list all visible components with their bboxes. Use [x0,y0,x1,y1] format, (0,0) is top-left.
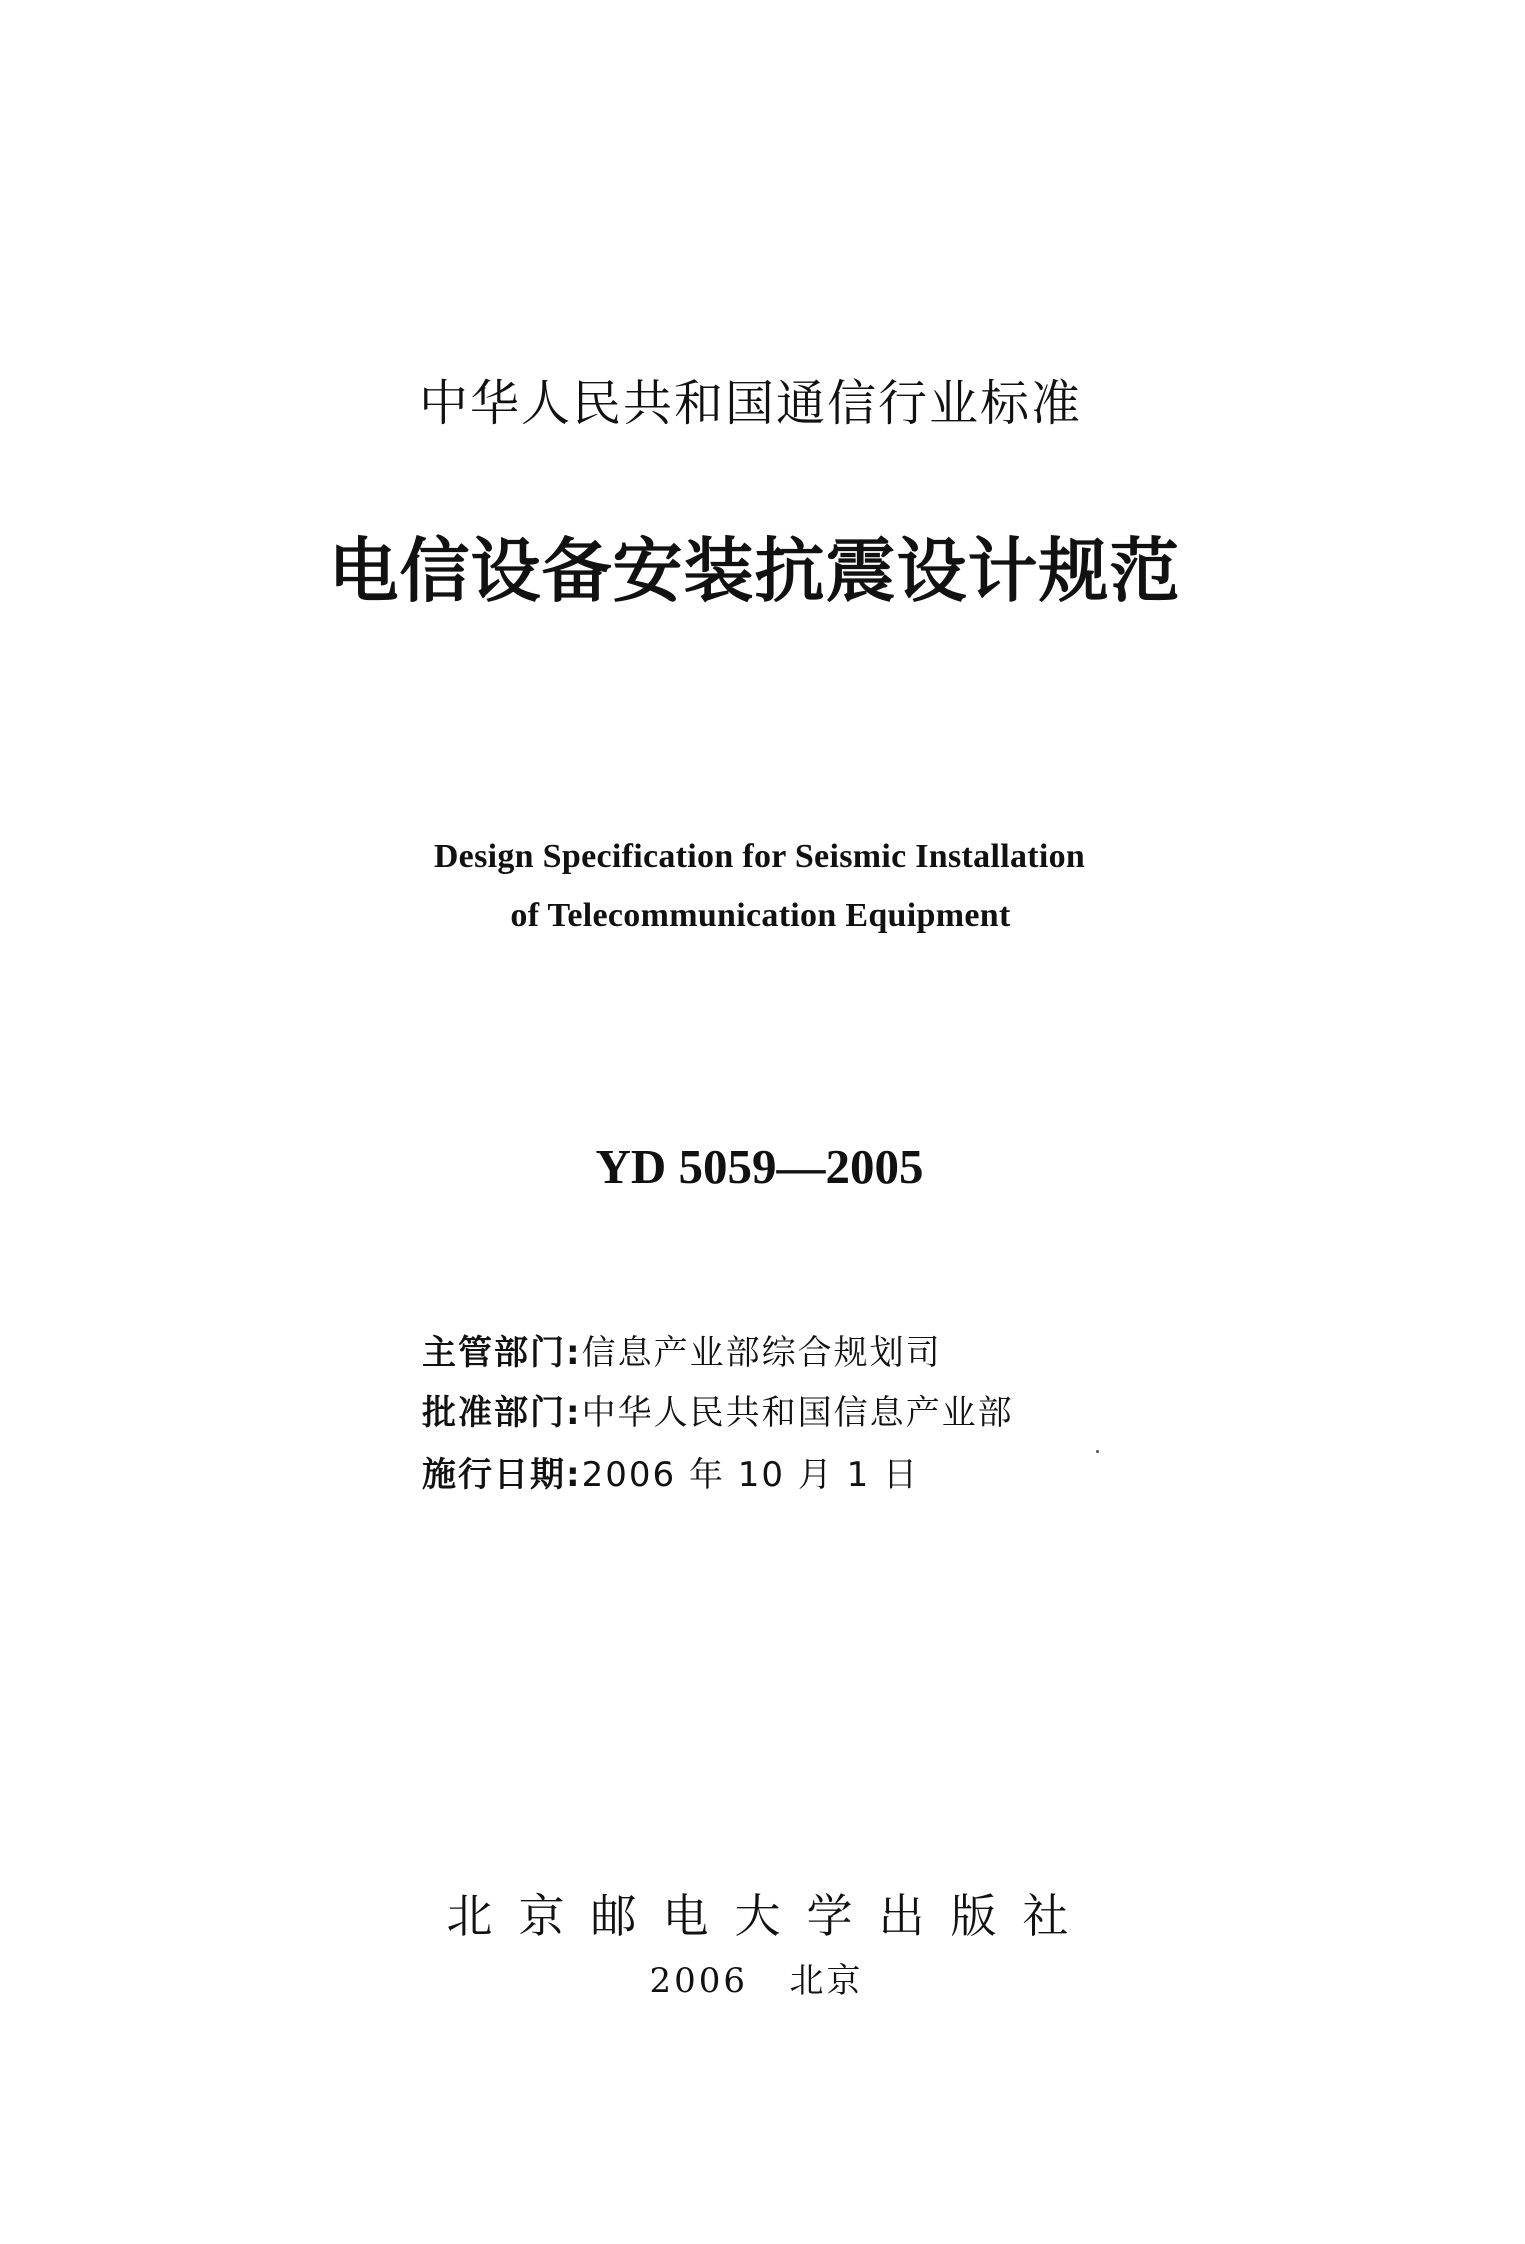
document-title-zh: 电信设备安装抗震设计规范 [328,529,1181,612]
approval-department [422,1385,1014,1434]
publication-place-year [0,1953,1519,2002]
approval-department-value: 中华人民共和国信息产业部 [581,1393,1014,1433]
document-title-en-line2: of Telecommunication Equipment [510,897,1011,934]
competent-department-value: 信息产业部综合规划司 [581,1333,942,1373]
effective-date-label: 施行日期: [422,1455,582,1495]
publication-city: 北京 [789,1961,864,2001]
effective-date [422,1447,919,1496]
publisher-name: 北京邮电大学出版社 [446,1889,1095,1943]
document-title-en-line1: Design Specification for Seismic Installation [433,838,1086,875]
standard-category: 中华人民共和国通信行业标准 [418,375,1082,432]
publication-year: 2006 [649,1961,749,2001]
scan-speck [1096,1450,1099,1453]
effective-date-value: 2006 年 10 月 1 日 [581,1455,920,1495]
competent-department [422,1325,942,1374]
approval-department-label: 批准部门: [422,1393,582,1433]
standard-code: YD 5059—2005 [595,1139,924,1194]
competent-department-label: 主管部门: [422,1333,582,1373]
